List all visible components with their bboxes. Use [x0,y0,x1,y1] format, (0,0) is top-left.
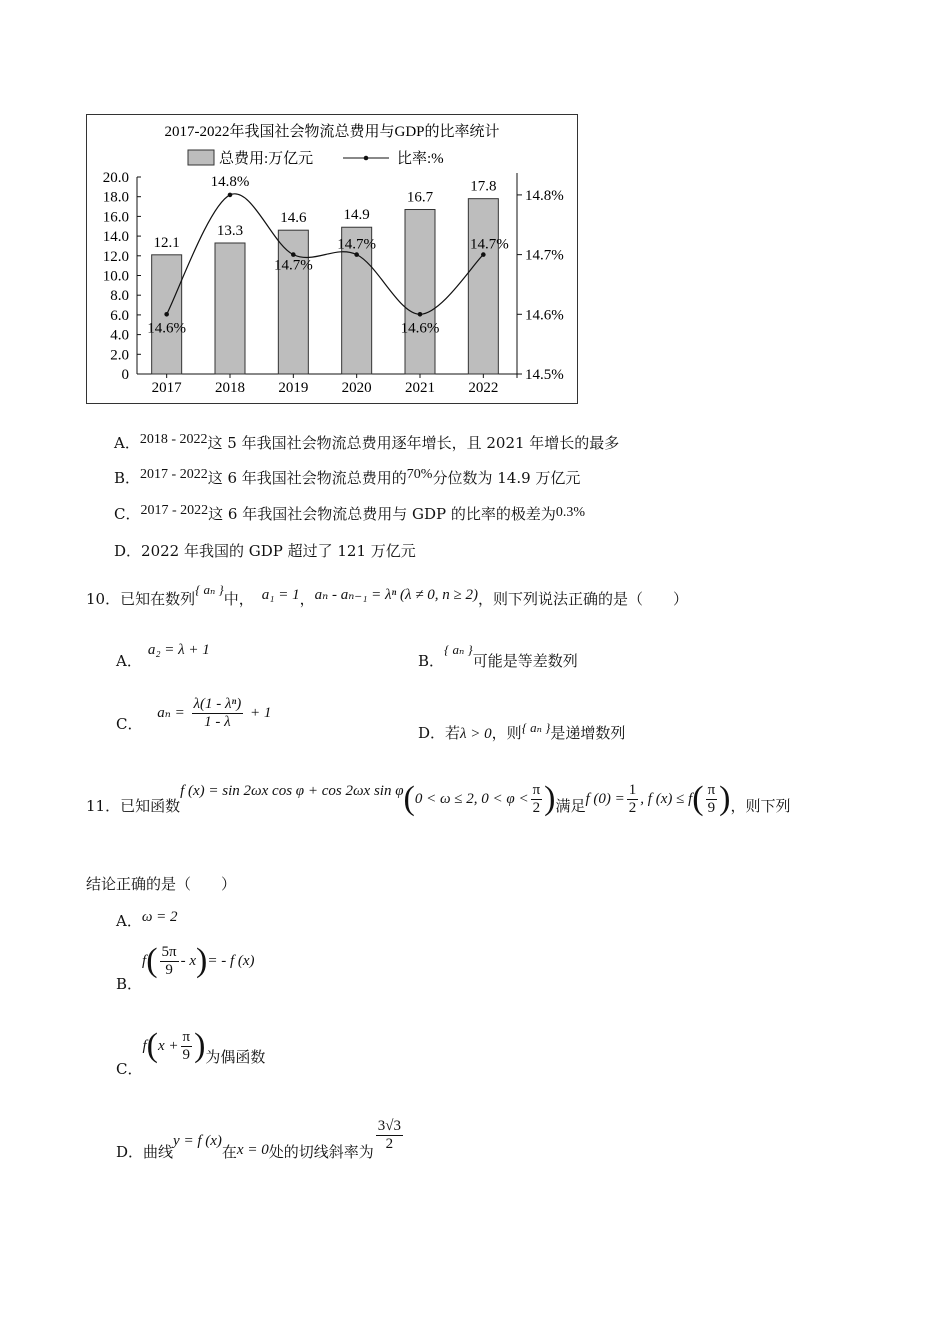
y-left-tick-label: 20.0 [102,170,129,186]
ratio-point [418,312,423,317]
bar [468,199,498,374]
chart-title: 2017-2022年我国社会物流总费用与GDP的比率统计 [164,124,500,140]
q11-pi-over-9: $\frac{\pi}{9}$ [707,782,716,816]
y-left-tick-label: 2.0 [110,347,129,364]
chart-svg [87,115,577,403]
bar-value-label: 13.3 [216,222,244,239]
ratio-point [291,252,296,257]
legend-line-marker [364,156,369,161]
q11-c-fraction: $\frac{\pi}{9}$ [182,1029,191,1063]
ratio-label: 14.6% [147,320,187,337]
ratio-label: 14.7% [273,257,313,274]
q9-option-b: B．2017 - 2022这 6 年我国社会物流总费用的70%分位数为 14.9 万亿元 [114,467,581,487]
y-left-tick-label: 16.0 [102,209,129,226]
q10-stem: 10．已知在数列{ aₙ }中， a₁ = 1，aₙ - aₙ₋₁ = λⁿ (λ ≠ 0, n ≥ 2)，则下列说法正确的是（ ） [86,582,688,608]
q10-option-a: A．a₂ = λ + 1 [116,642,210,670]
bar [278,230,308,374]
bar-value-label: 17.8 [470,178,497,195]
x-tick-label: 2021 [405,380,435,396]
q9-option-a: A．2018 - 2022这 5 年我国社会物流总费用逐年增长，且 2021 年增长的最多 [114,432,620,452]
legend-bar-swatch [188,150,214,165]
legend-line-label: 比率:% [397,151,444,167]
q10-option-c: C． aₙ = $\frac{\text{λ(1 - λⁿ)}}{1 - \lambda}$ + 1 [116,696,272,733]
q11-one-half: $\frac{1}{2}$ [628,782,637,816]
ratio-label: 14.7% [337,236,377,253]
y-left-tick-label: 10.0 [102,268,129,285]
bar-value-label: 16.7 [406,189,434,206]
y-left-tick-label: 0 [121,367,129,383]
x-tick-label: 2020 [341,380,372,396]
y-left-tick-label: 18.0 [102,189,129,206]
y-right-tick-label: 14.8% [525,187,564,204]
q11-d-fraction: $\frac{3√3}{2}$ [377,1118,401,1152]
ratio-point [228,193,233,198]
x-tick-label: 2018 [215,380,245,396]
ratio-point [354,252,359,257]
y-left-tick-label: 8.0 [110,288,129,305]
y-left-tick-label: 6.0 [110,307,129,324]
chart-frame [86,114,578,404]
x-tick-label: 2022 [468,380,499,396]
ratio-label: 14.8% [210,173,250,190]
q11-option-b: B．f( $\frac{5\pi}{9}$ - x)= - f (x) [116,942,255,993]
q11-b-fraction: $\frac{5\pi}{9}$ [161,944,177,978]
q10-c-fraction: $\frac{\text{λ(1 - λⁿ)}}{1 - \lambda}$ [193,696,242,730]
ratio-point [164,312,169,317]
q9-option-d: D．2022 年我国的 GDP 超过了 121 万亿元 [114,542,416,560]
ratio-label: 14.6% [400,320,440,337]
ratio-label: 14.7% [469,236,509,253]
x-tick-label: 2019 [278,380,309,396]
y-right-tick-label: 14.6% [525,307,564,324]
q11-stem: 11．已知函数f (x) = sin 2ωx cos φ + cos 2ωx sin φ(0 < ω ≤ 2, 0 < φ < $\frac{\pi}{2}$ )满足f (0) = $\frac{1}{2}$ , f (x) ≤ f( $\frac{\pi}{9}$ )，则下列 [86,780,791,817]
q11-option-a: A．ω = 2 [116,909,178,930]
bar-value-label: 14.9 [343,207,370,224]
bar-value-label: 12.1 [153,234,180,251]
y-right-tick-label: 14.7% [525,247,564,264]
q11-option-d: D．曲线y = f (x)在x = 0处的切线斜率为 $\frac{3√3}{2}$ [116,1118,401,1161]
y-right-tick-label: 14.5% [525,367,564,383]
y-left-tick-label: 14.0 [102,229,129,246]
q9-option-c: C．2017 - 2022这 6 年我国社会物流总费用与 GDP 的比率的极差为0.3% [114,503,586,523]
legend-bar-label: 总费用:万亿元 [219,151,314,167]
ratio-line [167,194,484,315]
x-tick-label: 2017 [151,380,182,396]
bar [215,243,245,374]
q11-option-c: C．f(x + $\frac{\pi}{9}$ )为偶函数 [116,1027,266,1078]
y-left-tick-label: 12.0 [102,248,129,265]
bar [405,210,435,374]
ratio-point [481,252,486,257]
q10-option-d: D．若λ > 0，则{ aₙ }是递增数列 [418,720,626,742]
q11-pi-over-2: $\frac{\pi}{2}$ [532,782,541,816]
q10-option-b: B．{ aₙ }可能是等差数列 [418,642,578,670]
bar-value-label: 14.6 [280,210,307,227]
y-left-tick-label: 4.0 [110,327,129,344]
q11-stem-line2: 结论正确的是（ ） [86,875,237,893]
